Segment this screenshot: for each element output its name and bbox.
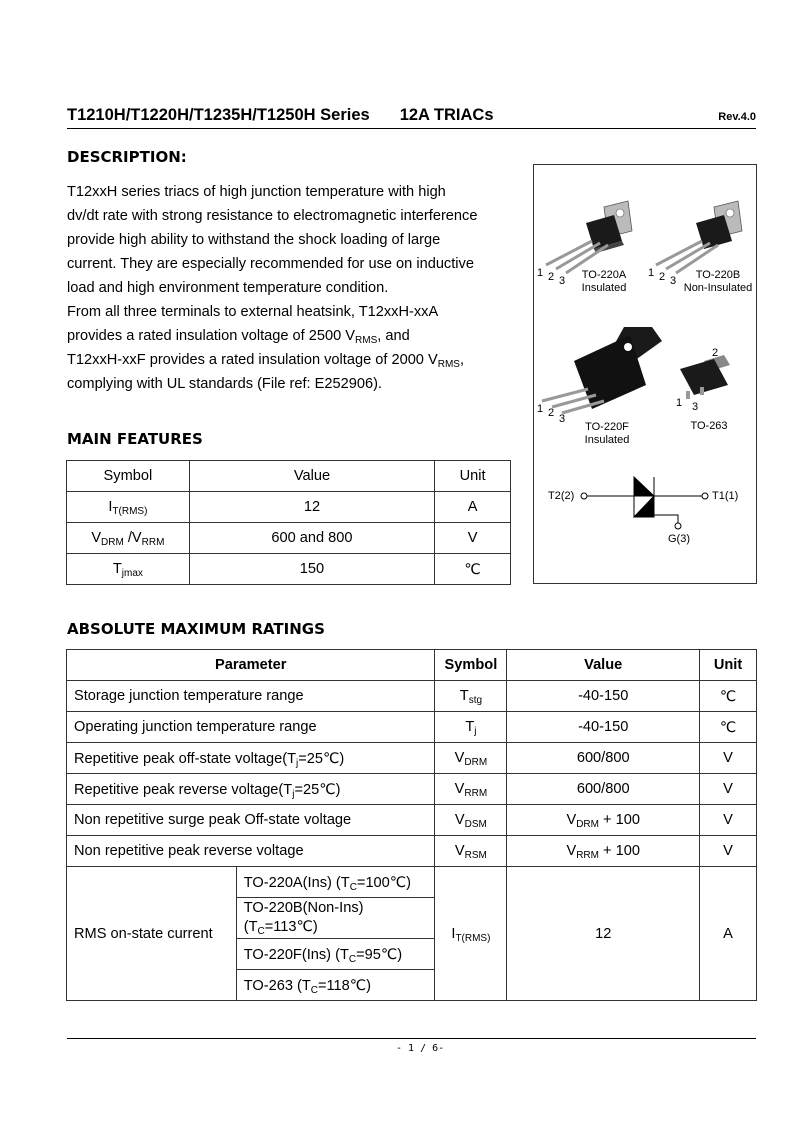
condition-cell: TO-220B(Non-Ins) $(T_C=113℃)$: [236, 898, 435, 939]
description-line: provides a rated insulation voltage of 2500 $V_{RMS}$, and: [67, 328, 410, 346]
to263-label: TO-263: [690, 420, 728, 432]
package-illustration-box: [533, 164, 757, 584]
header-cell: Parameter: [67, 650, 435, 681]
footer-rule: [67, 1038, 756, 1039]
unit-cell: V: [700, 774, 757, 805]
symbol-cell: $V_{RRM}$: [435, 774, 507, 805]
description-line: dv/dt rate with strong resistance to electromagnetic interference: [67, 208, 478, 224]
pin-label: 3: [692, 401, 699, 413]
unit-cell: V: [700, 836, 757, 867]
table-row: [67, 774, 757, 805]
to220a-package-icon: [546, 201, 632, 273]
triac-symbol-icon: [581, 477, 708, 529]
description-line: complying with UL standards (File ref: E252906).: [67, 376, 382, 392]
symbol-cell: $T_j$: [435, 712, 507, 743]
table-row: [67, 743, 757, 774]
page-number: - 1 / 6-: [396, 1043, 445, 1054]
document-title: [67, 106, 494, 125]
value-cell: 150: [189, 554, 434, 585]
product-name: 12A TRIACs: [399, 106, 494, 124]
pin-label: 2: [548, 407, 555, 419]
table-header-row: [67, 461, 511, 492]
header-cell: Unit: [700, 650, 757, 681]
header-cell: Unit: [435, 461, 511, 492]
symbol-cell: $V_{DRM}$ $/V_{RRM}$: [67, 523, 190, 554]
description-line: T12xxH series triacs of high junction temperature with high: [67, 184, 446, 200]
condition-cell: TO-263 $(T_C=118℃)$: [236, 970, 435, 1001]
header-cell: Value: [189, 461, 434, 492]
parameter-cell: RMS on-state current: [67, 867, 237, 1001]
symbol-cell: $V_{DRM}$: [435, 743, 507, 774]
value-cell: $V_{RRM} + 100$: [507, 836, 700, 867]
parameter-cell: Operating junction temperature range: [67, 712, 435, 743]
value-cell: 600/800: [507, 743, 700, 774]
condition-cell: TO-220F(Ins) $(T_C=95℃)$: [236, 939, 435, 970]
table-row: [67, 554, 511, 585]
parameter-cell: Repetitive peak off-state $voltage(T_j=25℃)$: [67, 743, 435, 774]
table-row: [67, 492, 511, 523]
header-cell: Symbol: [435, 650, 507, 681]
description-line: load and high environment temperature condition.: [67, 280, 389, 296]
to263-package-icon: [680, 355, 730, 399]
description-line: From all three terminals to external heatsink, T12xxH-xxA: [67, 304, 439, 320]
table-row: [67, 805, 757, 836]
symbol-cell: $T_{jmax}$: [67, 554, 190, 585]
parameter-cell: Repetitive peak reverse $voltage(T_j=25℃)$: [67, 774, 435, 805]
main-features-heading: MAIN FEATURES: [67, 430, 203, 448]
unit-cell: V: [700, 743, 757, 774]
value-cell: 12: [189, 492, 434, 523]
gate-terminal-label: G(3): [668, 533, 690, 545]
value-cell: 600/800: [507, 774, 700, 805]
unit-cell: V: [700, 805, 757, 836]
t2-terminal-label: T2(2): [548, 490, 575, 502]
pin-label: 1: [537, 267, 544, 279]
to220a-label: TO-220A Insulated: [581, 269, 627, 294]
unit-cell: ℃: [700, 712, 757, 743]
pin-label: 2: [548, 271, 555, 283]
unit-cell: A: [435, 492, 511, 523]
table-row: [67, 867, 757, 898]
value-cell: -40-150: [507, 712, 700, 743]
description-text: [67, 180, 527, 396]
description-line: T12xxH-xxF provides a rated insulation voltage of 2000 $V_{RMS}$,: [67, 352, 465, 370]
pin-label: 1: [648, 267, 655, 279]
pin-label: 3: [559, 413, 566, 425]
symbol-cell: $I_{T(RMS)}$: [435, 867, 507, 1001]
parameter-cell: Non repetitive surge peak Off-state voltage: [67, 805, 435, 836]
table-row: [67, 836, 757, 867]
value-cell: 12: [507, 867, 700, 1001]
header-rule: [67, 128, 756, 129]
header-cell: Value: [507, 650, 700, 681]
unit-cell: A: [700, 867, 757, 1001]
parameter-cell: Non repetitive peak reverse voltage: [67, 836, 435, 867]
parameter-cell: Storage junction temperature range: [67, 681, 435, 712]
value-cell: -40-150: [507, 681, 700, 712]
unit-cell: ℃: [435, 554, 511, 585]
symbol-cell: $V_{DSM}$: [435, 805, 507, 836]
pin-label: 3: [559, 275, 566, 287]
table-row: [67, 681, 757, 712]
ratings-heading: ABSOLUTE MAXIMUM RATINGS: [67, 620, 325, 638]
value-cell: $V_{DRM} + 100$: [507, 805, 700, 836]
to220f-label: TO-220F Insulated: [584, 421, 630, 446]
description-heading: DESCRIPTION:: [67, 148, 187, 166]
header-cell: Symbol: [67, 461, 190, 492]
package-drawings: [534, 165, 756, 583]
pin-label: 2: [712, 347, 719, 359]
condition-cell: TO-220A(Ins) $(T_C=100℃)$: [236, 867, 435, 898]
table-header-row: [67, 650, 757, 681]
t1-terminal-label: T1(1): [712, 490, 739, 502]
unit-cell: ℃: [700, 681, 757, 712]
symbol-cell: $I_{T(RMS)}$: [67, 492, 190, 523]
revision-label: Rev.4.0: [718, 111, 756, 123]
unit-cell: V: [435, 523, 511, 554]
absolute-maximum-ratings-table: [66, 649, 757, 1001]
table-row: [67, 712, 757, 743]
pin-label: 2: [659, 271, 666, 283]
description-line: current. They are especially recommended for use on inductive: [67, 256, 474, 272]
pin-label: 1: [537, 403, 544, 415]
to220b-package-icon: [656, 201, 742, 273]
to220b-label: TO-220B Non-Insulated: [683, 269, 753, 294]
symbol-cell: $V_{RSM}$: [435, 836, 507, 867]
description-line: provide high ability to withstand the shock loading of large: [67, 232, 441, 248]
series-name: T1210H/T1220H/T1235H/T1250H Series: [67, 106, 370, 124]
main-features-table: [66, 460, 511, 585]
pin-label: 1: [676, 397, 683, 409]
table-row: [67, 523, 511, 554]
symbol-cell: $T_{stg}$: [435, 681, 507, 712]
value-cell: 600 and 800: [189, 523, 434, 554]
pin-label: 3: [670, 275, 677, 287]
to220f-package-icon: [542, 327, 662, 413]
